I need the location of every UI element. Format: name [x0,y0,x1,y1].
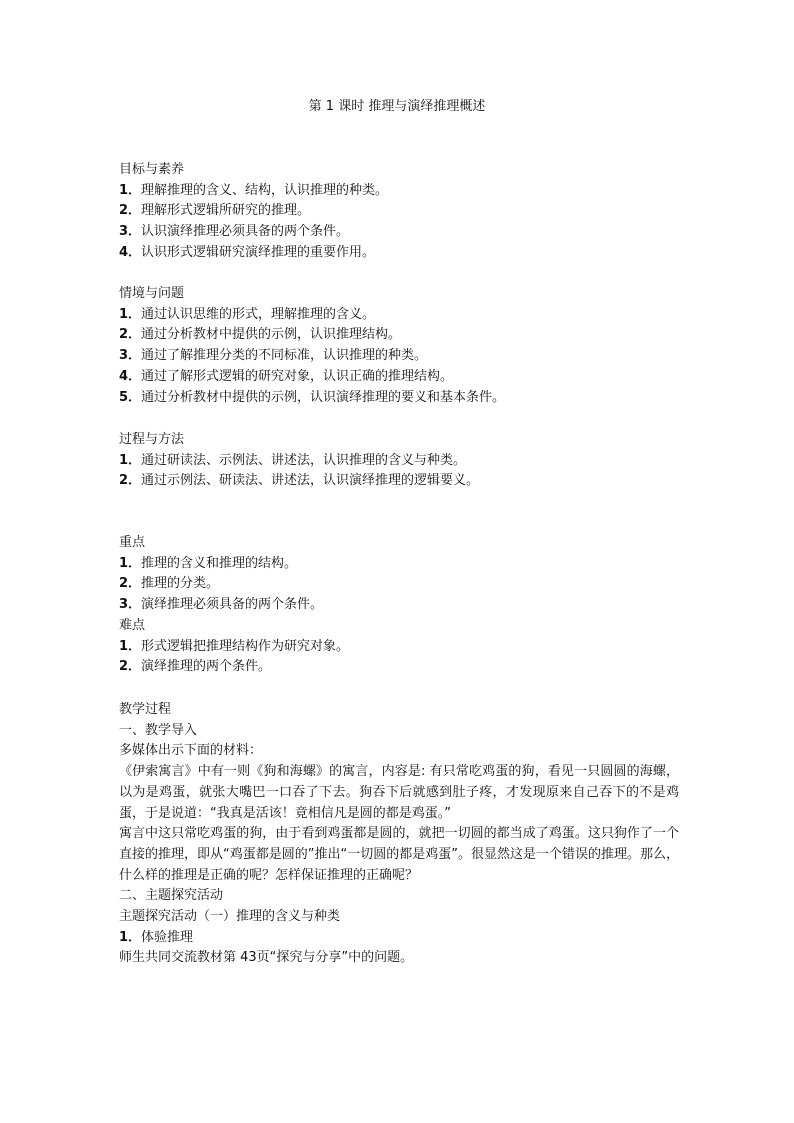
goals-section [119,160,679,264]
list-item: 1．理解推理的含义、结构，认识推理的种类。 [119,182,389,198]
list-item: 4．通过了解形式逻辑的研究对象，认识正确的推理结构。 [119,368,454,384]
key-points-section [119,533,679,678]
key-points-heading: 重点 [119,535,146,550]
part-one-heading: 一、教学导入 [119,722,198,738]
teaching-heading: 教学过程 [119,702,172,717]
analysis-paragraph: 寓言中这只常吃鸡蛋的狗，由于看到鸡蛋都是圆的，就把一切圆的都当成了鸡蛋。这只狗作了一个直接的推理，即从“鸡蛋都是圆的”推出“一切圆的都是鸡蛋”。很显然这是一个错误的推理。那么，什么样的推理是正确的呢？怎样保证推理的正确呢？ [119,826,679,883]
story-paragraph: 《伊索寓言》中有一则《狗和海螺》的寓言，内容是: 有只常吃鸡蛋的狗，看见一只圆圆的海螺，以为是鸡蛋，就张大嘴巴一口吞了下去。狗吞下后就感到肚子疼，才发现原来自己吞下的不是鸡蛋，于是说道：“我真是活该！竟相信凡是圆的都是鸡蛋。” [119,764,679,821]
list-item: 1．通过认识思维的形式，理解推理的含义。 [119,306,376,322]
list-item: 1．形式逻辑把推理结构作为研究对象。 [119,638,350,654]
situation-section [119,284,679,408]
list-item: 4．认识形式逻辑研究演绎推理的重要作用。 [119,244,376,260]
intro-line: 多媒体出示下面的材料： [119,743,263,759]
subheading: 1．体验推理 [119,929,194,945]
list-item: 3．通过了解推理分类的不同标准，认识推理的种类。 [119,348,428,364]
difficulties-heading: 难点 [119,617,146,633]
list-item: 1．推理的含义和推理的结构。 [119,555,298,571]
list-item: 3．认识演绎推理必须具备的两个条件。 [119,224,350,240]
process-section [119,430,679,492]
list-item: 2．演绎推理的两个条件。 [119,659,272,675]
list-item: 2．通过分析教材中提供的示例，认识推理结构。 [119,327,402,343]
list-item: 5．通过分析教材中提供的示例，认识演绎推理的要义和基本条件。 [119,389,506,405]
list-item: 2．推理的分类。 [119,576,220,592]
teaching-section [119,700,679,969]
closing-line: 师生共同交流教材第 43页“探究与分享”中的问题。 [119,950,414,966]
list-item: 1．通过研读法、示例法、讲述法，认识推理的含义与种类。 [119,452,467,468]
list-item: 2．通过示例法、研读法、讲述法，认识演绎推理的逻辑要义。 [119,473,480,489]
situation-heading: 情境与问题 [119,286,185,301]
part-two-heading: 二、主题探究活动 [119,888,224,904]
process-heading: 过程与方法 [119,432,185,447]
goals-heading: 目标与素养 [119,162,185,177]
lesson-title: 第 1 课时 推理与演绎推理概述 [308,99,486,114]
list-item: 3．演绎推理必须具备的两个条件。 [119,597,324,613]
list-item: 2．理解形式逻辑所研究的推理。 [119,203,311,219]
activity-one-heading: 主题探究活动（一）推理的含义与种类 [119,909,341,925]
